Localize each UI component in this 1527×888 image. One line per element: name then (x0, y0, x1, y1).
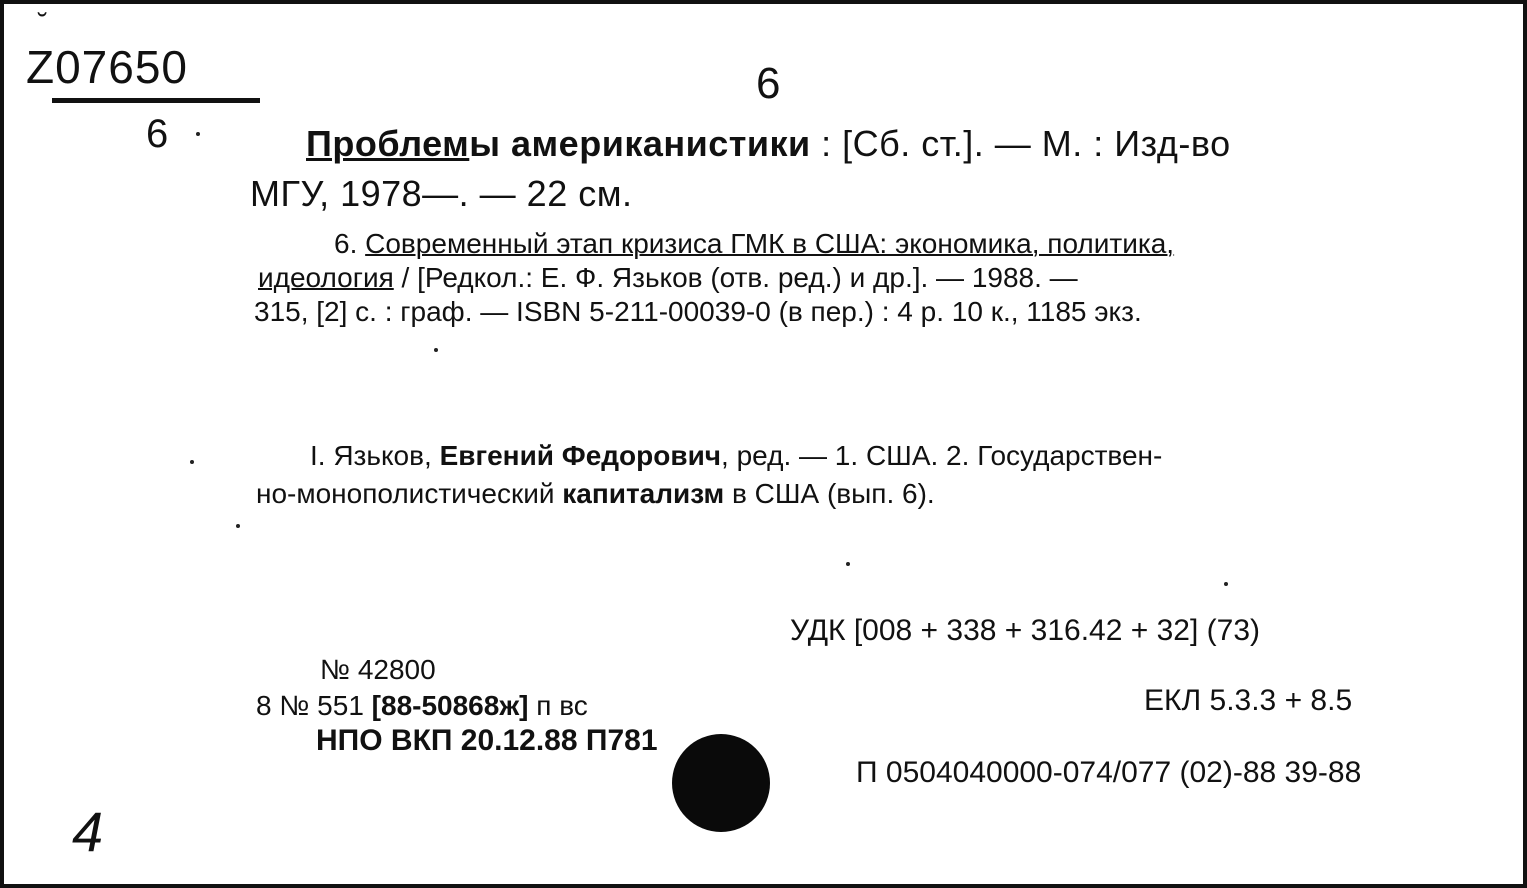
print-line-bold: [88-50868ж] (371, 690, 529, 721)
title-bold: ы американистики (469, 123, 811, 164)
title-underlined: Проблем (306, 123, 470, 164)
tracing-line2-b: в США (вып. 6). (724, 478, 935, 509)
volume-entry-title-cont: идеология (258, 262, 394, 293)
tracings-line-1 (310, 442, 1162, 470)
publication-code: П 0504040000-074/077 (02)-88 39-88 (856, 756, 1362, 789)
printing-house-line: НПО ВКП 20.12.88 П781 (316, 724, 658, 757)
tracing-name: Евгений Федорович (439, 440, 722, 471)
print-line (256, 692, 588, 720)
volume-entry-editors: / [Редкол.: Е. Ф. Язьков (отв. ред.) и др.]. — 1988. — (393, 262, 1078, 293)
tracing-line2-a: но-монополистический (256, 478, 563, 509)
speck (434, 348, 438, 352)
tracing-prefix: I. Язьков, (310, 440, 440, 471)
punch-hole (672, 734, 770, 832)
handwritten-mark: 4 (72, 800, 104, 863)
speck (1224, 582, 1228, 586)
shelf-mark (26, 8, 251, 106)
title-line-1 (306, 123, 1231, 164)
speck (196, 132, 200, 136)
print-line-rest: п вс (528, 690, 588, 721)
speck (190, 460, 194, 464)
volume-entry-line-3: 315, [2] с. : граф. — ISBN 5-211-00039-0 (в пер.) : 4 р. 10 к., 1185 экз. (254, 296, 1142, 327)
tracing-rest: , ред. — 1. США. 2. Государствен- (721, 440, 1163, 471)
tracing-line2-bold: капитализм (562, 478, 725, 509)
title-line-2: МГУ, 1978—. — 22 см. (250, 173, 633, 214)
title-rest: : [Сб. ст.]. — М. : Изд-во (810, 123, 1231, 164)
shelf-mark-accent: ˘ (38, 8, 48, 39)
volume-number-left: 6 (146, 112, 169, 156)
volume-entry-title: Современный этап кризиса ГМК в США: экономика, политика, (365, 228, 1175, 259)
shelf-mark-underline (52, 98, 260, 103)
ekl-code: ЕКЛ 5.3.3 + 8.5 (1144, 684, 1353, 717)
speck (846, 562, 850, 566)
volume-entry-line-2 (258, 264, 1078, 292)
volume-number-center: 6 (756, 59, 781, 108)
volume-entry-line-1 (334, 230, 1174, 258)
udk-code: УДК [008 + 338 + 316.42 + 32] (73) (790, 614, 1260, 647)
volume-entry-prefix: 6. (334, 228, 366, 259)
speck (236, 524, 240, 528)
print-line-prefix: 8 № 551 (256, 690, 372, 721)
order-number: № 42800 (320, 654, 436, 685)
tracings-line-2 (256, 480, 935, 508)
shelf-mark-text: Z07650 (26, 41, 189, 93)
